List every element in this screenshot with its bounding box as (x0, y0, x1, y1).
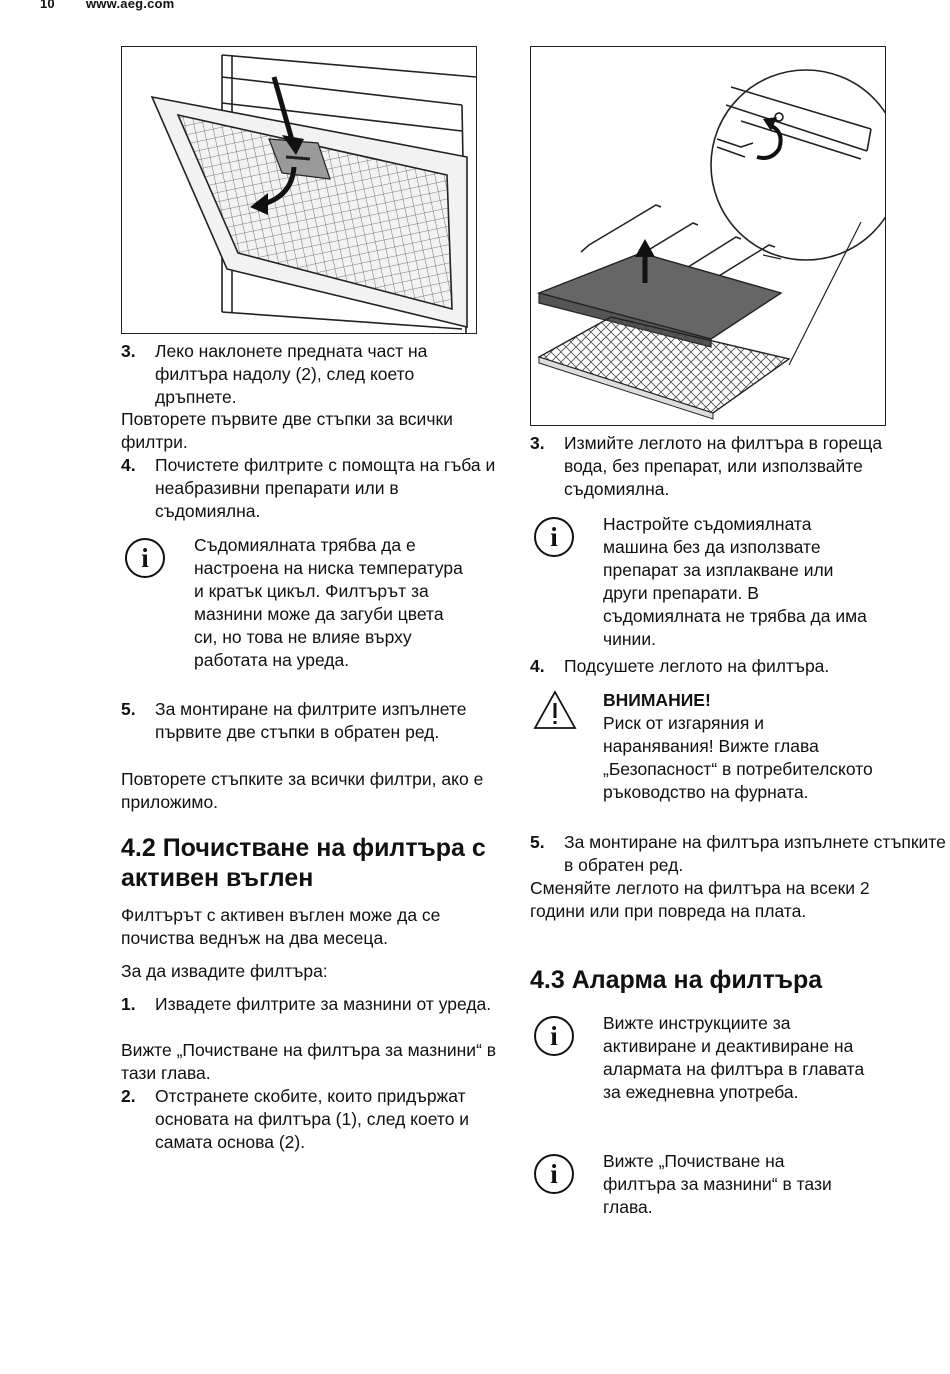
step-number: 5. (530, 832, 545, 852)
step-number: 4. (121, 455, 136, 475)
carbon-filter-illustration (530, 46, 886, 426)
section-4-2-intro: Филтърът с активен въглен може да се почиства веднъж на два месеца. (121, 905, 441, 948)
svg-text:i: i (550, 1159, 558, 1189)
info-note-dishwasher-settings (530, 513, 910, 651)
info-text: Вижте инструкциите за активиране и деактивиране на алармата на филтъра в главата за ежедневна употреба. (603, 1013, 865, 1102)
repeat-note-2: Повторете стъпките за всички филтри, ако е приложимо. (121, 769, 484, 812)
replace-note: Сменяйте леглото на филтъра на всеки 2 години или при повреда на плата. (530, 878, 870, 921)
step-text: За монтиране на филтъра изпълнете стъпките в обратен ред. (564, 832, 946, 875)
step-text: За монтиране на филтрите изпълнете първите две стъпки в обратен ред. (155, 699, 467, 742)
step-4 (121, 454, 499, 523)
warning-note (530, 689, 910, 804)
step-3 (121, 340, 499, 409)
site-url: www.aeg.com (86, 0, 175, 11)
step-text: Измийте леглото на филтъра в гореща вода, без препарат, или използвайте съдомиялна. (564, 433, 883, 499)
remove-step-2 (121, 1085, 499, 1154)
grease-filter-illustration (121, 46, 477, 334)
step-text: Подсушете леглото на филтъра. (564, 656, 830, 676)
info-note-alarm (530, 1012, 910, 1104)
svg-text:i: i (550, 522, 558, 552)
warning-triangle-icon (532, 689, 578, 731)
step-5-mount (530, 831, 950, 877)
step-number: 5. (121, 699, 136, 719)
warning-title: ВНИМАНИЕ! (603, 690, 711, 710)
step-number: 3. (121, 341, 136, 361)
info-icon (532, 1014, 576, 1058)
step-text: Отстранете скобите, които придържат основата на филтъра (1), след което и самата основа (2). (155, 1086, 470, 1152)
info-icon (532, 1152, 576, 1196)
info-text: Съдомиялната трябва да е настроена на ниска температура и кратък цикъл. Филтърът за мазнини може да загуби цвета си, но това не влияе върху работата на уреда. (194, 535, 463, 670)
remove-step-1 (121, 993, 499, 1016)
info-icon (123, 536, 167, 580)
info-text: Вижте „Почистване на филтъра за мазнини“ в тази глава. (603, 1151, 832, 1217)
step-number: 2. (121, 1086, 136, 1106)
info-text: Настройте съдомиялната машина без да използвате препарат за изплакване или други препарати. В съдомиялната не трябва да има чинии. (603, 514, 867, 649)
step-text: Почистете филтрите с помощта на гъба и неабразивни препарати или в съдомиялна. (155, 455, 496, 521)
step-3-wash (530, 432, 910, 501)
step-5 (121, 698, 499, 744)
info-note-reference (530, 1150, 910, 1219)
remove-intro: За да извадите филтъра: (121, 961, 328, 981)
info-icon (532, 515, 576, 559)
step-text: Извадете филтрите за мазнини от уреда. (155, 994, 492, 1014)
page-number: 10 (40, 0, 55, 11)
section-4-3-title: 4.3 Аларма на филтъра (530, 966, 823, 994)
step-4-dry (530, 655, 910, 678)
page-header (40, 0, 174, 11)
repeat-note-1: Повторете първите две стъпки за всички филтри. (121, 409, 453, 452)
warning-text: Риск от изгаряния и наранявания! Вижте глава „Безопасност“ в потребителското ръководство на фурната. (603, 713, 873, 802)
step-number: 3. (530, 433, 545, 453)
svg-text:i: i (141, 543, 149, 573)
step-text: Леко наклонете предната част на филтъра надолу (2), след което дръпнете. (155, 341, 428, 407)
info-note-dishwasher (121, 534, 499, 672)
svg-text:i: i (550, 1021, 558, 1051)
step-number: 4. (530, 656, 545, 676)
step-number: 1. (121, 994, 136, 1014)
section-4-2-title: 4.2 Почистване на филтъра с активен въглен (121, 834, 486, 892)
remove-step-1-reference: Вижте „Почистване на филтъра за мазнини“ в тази глава. (121, 1040, 497, 1083)
